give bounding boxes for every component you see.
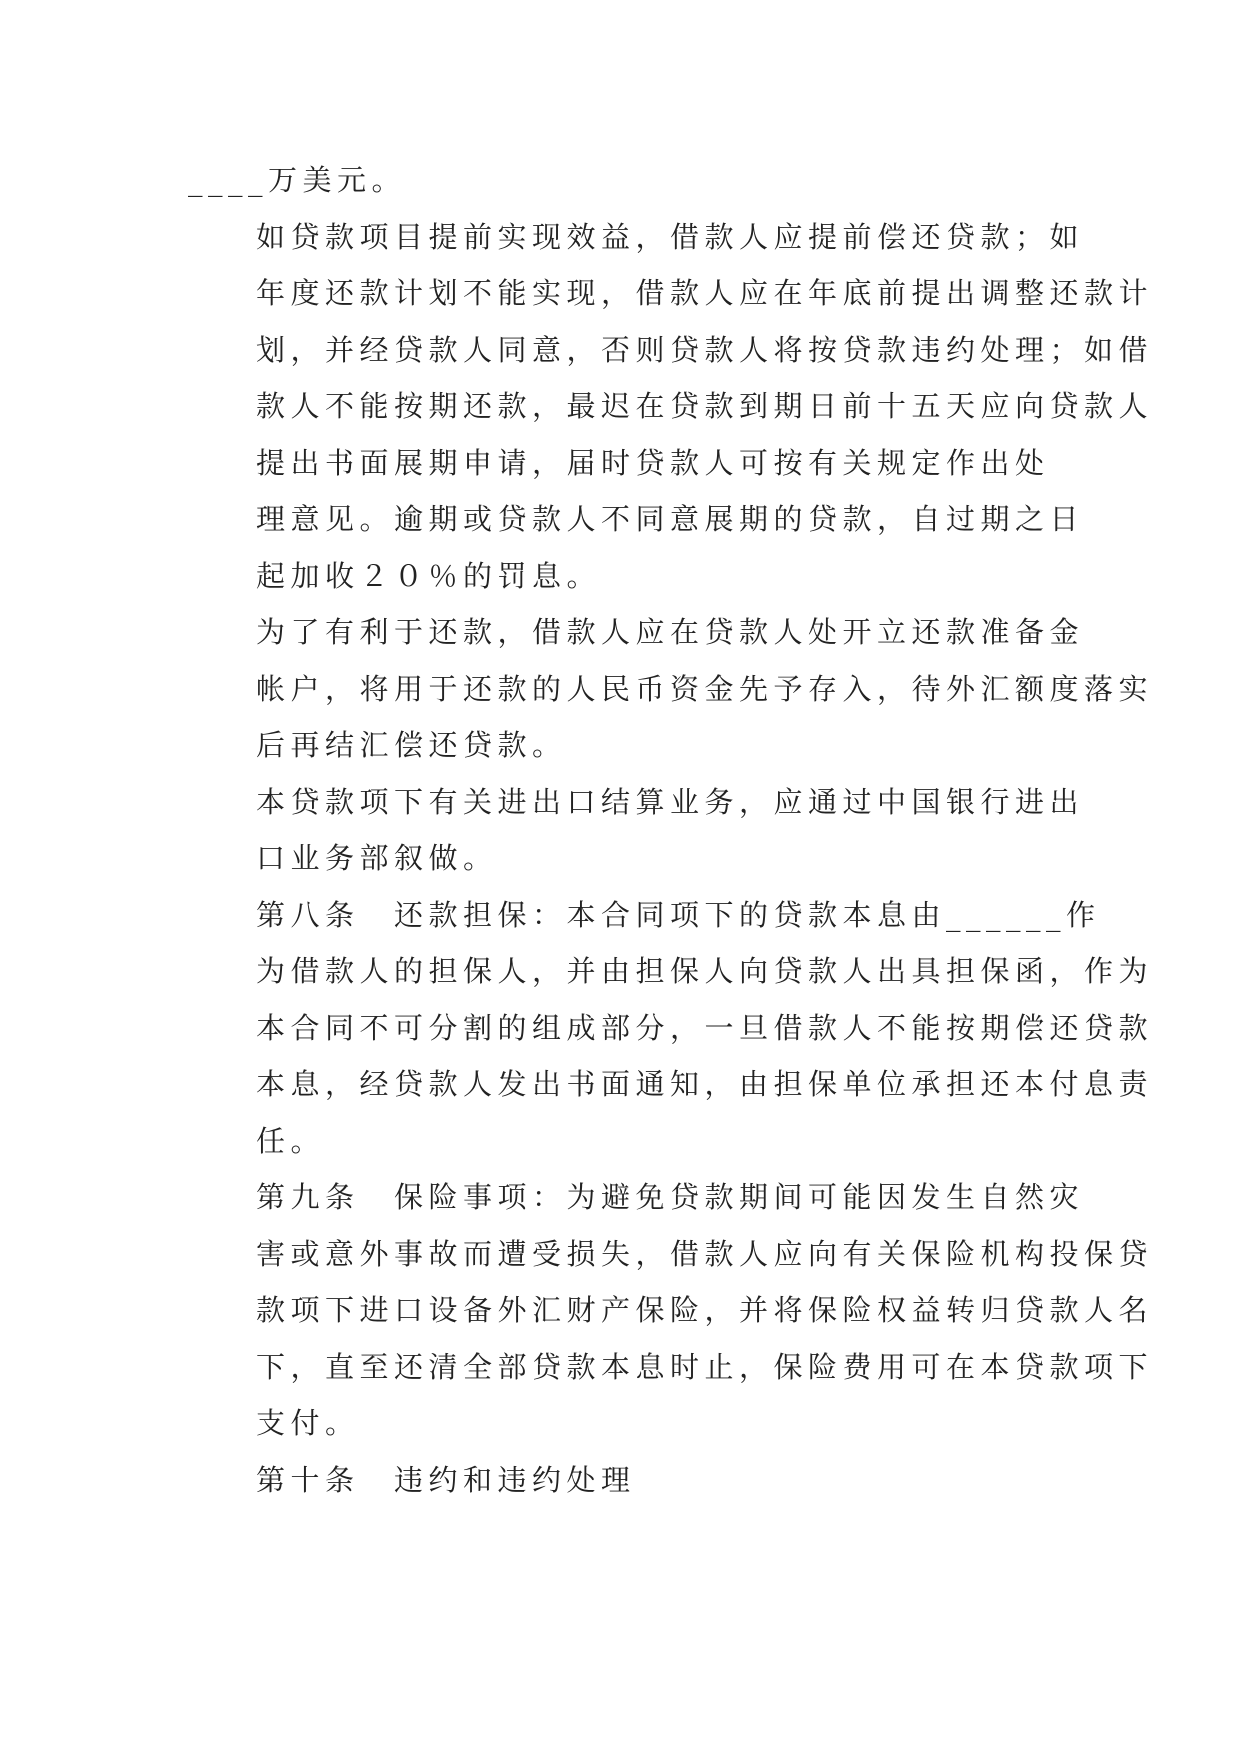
paragraph-early-repayment [188,209,1154,492]
paragraph-amount-line [188,152,1058,209]
text-line: 后再结汇偿还贷款。 [256,728,567,762]
text-line: 本贷款项下有关进出口结算业务，应通过中国银行进出 [256,784,1085,819]
text-line: 划，并经贷款人同意，否则贷款人将按贷款违约处理；如借 [256,332,1154,367]
text-line: 年度还款计划不能实现，借款人应在年底前提出调整还款计 [256,276,1154,310]
text-line: 起加收２０％的罚息。 [256,558,602,593]
text-line: 如贷款项目提前实现效益，借款人应提前偿还贷款；如 [256,219,1085,254]
text-line: 第十条 违约和违约处理 [256,1462,636,1497]
text-line: 为借款人的担保人，并由担保人向贷款人出具担保函，作为 [256,954,1154,988]
paragraph-article-9 [188,1169,1154,1452]
text-line: 任。 [256,1123,326,1158]
text-line: 本合同不可分割的组成部分，一旦借款人不能按期偿还贷款 [256,1010,1154,1045]
text-line: 款项下进口设备外汇财产保险，并将保险权益转归贷款人名 [256,1293,1154,1327]
paragraph-reserve-account [188,604,1154,774]
text-line: 第八条 还款担保：本合同项下的贷款本息由______作 [256,897,1101,932]
text-line: 提出书面展期申请，届时贷款人可按有关规定作出处 [256,445,1050,480]
paragraph-settlement [188,774,1085,887]
text-line: 支付。 [256,1406,360,1440]
text-line: 害或意外事故而遭受损失，借款人应向有关保险机构投保贷 [256,1236,1154,1271]
document-body [188,152,1154,1508]
text-line: 第九条 保险事项：为避免贷款期间可能因发生自然灾 [256,1180,1085,1214]
paragraph-article-10 [188,1452,1058,1509]
text-line: 款人不能按期还款，最迟在贷款到期日前十五天应向贷款人 [256,389,1154,423]
text-line: 口业务部叙做。 [256,841,498,875]
text-line: 帐户，将用于还款的人民币资金先予存入，待外汇额度落实 [256,671,1154,706]
text-line: 本息，经贷款人发出书面通知，由担保单位承担还本付息责 [256,1067,1154,1101]
paragraph-article-8 [188,887,1154,1170]
text-line: ____万美元。 [188,163,407,197]
text-line: 理意见。逾期或贷款人不同意展期的贷款，自过期之日 [256,502,1085,536]
text-line: 下，直至还清全部贷款本息时止，保险费用可在本贷款项下 [256,1349,1154,1384]
paragraph-overdue-penalty [188,491,1085,604]
text-line: 为了有利于还款，借款人应在贷款人处开立还款准备金 [256,615,1085,649]
